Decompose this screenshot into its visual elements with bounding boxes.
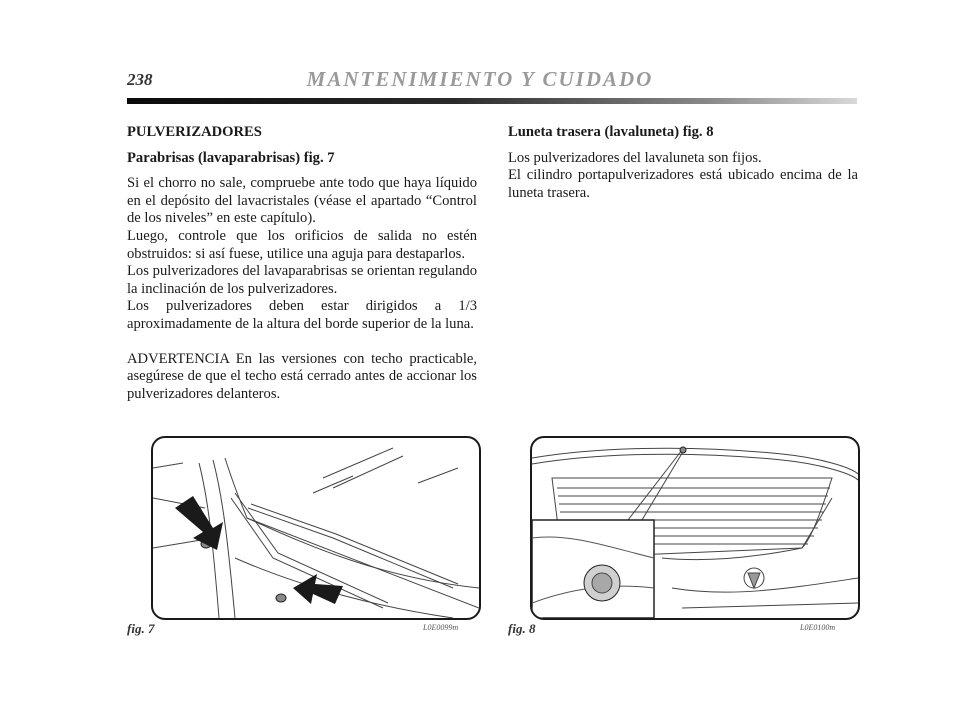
section-heading: PULVERIZADORES [127, 124, 262, 140]
figure-caption: fig. 8 [508, 621, 536, 636]
arrow-icon [175, 496, 223, 550]
paragraph: El cilindro portapulverizadores está ubicado encima de la luneta trasera. [508, 167, 858, 201]
header-rule [127, 98, 857, 104]
left-column [127, 124, 477, 403]
rear-window-jets-drawing [532, 438, 858, 618]
windscreen-jets-drawing [153, 438, 479, 618]
subsection-heading: Parabrisas (lavaparabrisas) fig. 7 [127, 149, 335, 166]
warning-paragraph: ADVERTENCIA En las versiones con techo practicable, asegúrese de que el techo está cerrado antes de accionar los pulverizadores delanteros. [127, 350, 477, 402]
badge-shield-icon [748, 573, 760, 588]
figure-caption: fig. 7 [127, 621, 155, 636]
washer-cylinder-core [592, 573, 612, 593]
paragraph: Los pulverizadores del lavaparabrisas se orientan regulando la inclinación de los pulverizadores. [127, 263, 477, 297]
figure-8-illustration [530, 436, 860, 620]
figure-code: L0E0099m [423, 623, 459, 632]
washer-jet [680, 447, 686, 453]
paragraph: Luego, controle que los orificios de salida no estén obstruidos: si así fuese, utilice una aguja para destaparlos. [127, 227, 477, 262]
page-number: 238 [127, 70, 153, 89]
figure-7-illustration [151, 436, 481, 620]
right-column [508, 124, 858, 202]
washer-jet [276, 594, 286, 602]
paragraph: Si el chorro no sale, compruebe ante todo que haya líquido en el depósito del lavacristales (véase el apartado “Control de los niveles” en este capítulo). [127, 175, 477, 227]
paragraph: Los pulverizadores deben estar dirigidos a 1/3 aproximadamente de la altura del borde superior de la luna. [127, 298, 477, 332]
subsection-heading: Luneta trasera (lavaluneta) fig. 8 [508, 124, 714, 140]
section-title: MANTENIMIENTO Y CUIDADO [306, 67, 654, 91]
figure-code: L0E0100m [800, 623, 836, 632]
paragraph: Los pulverizadores del lavaluneta son fijos. [508, 149, 762, 166]
